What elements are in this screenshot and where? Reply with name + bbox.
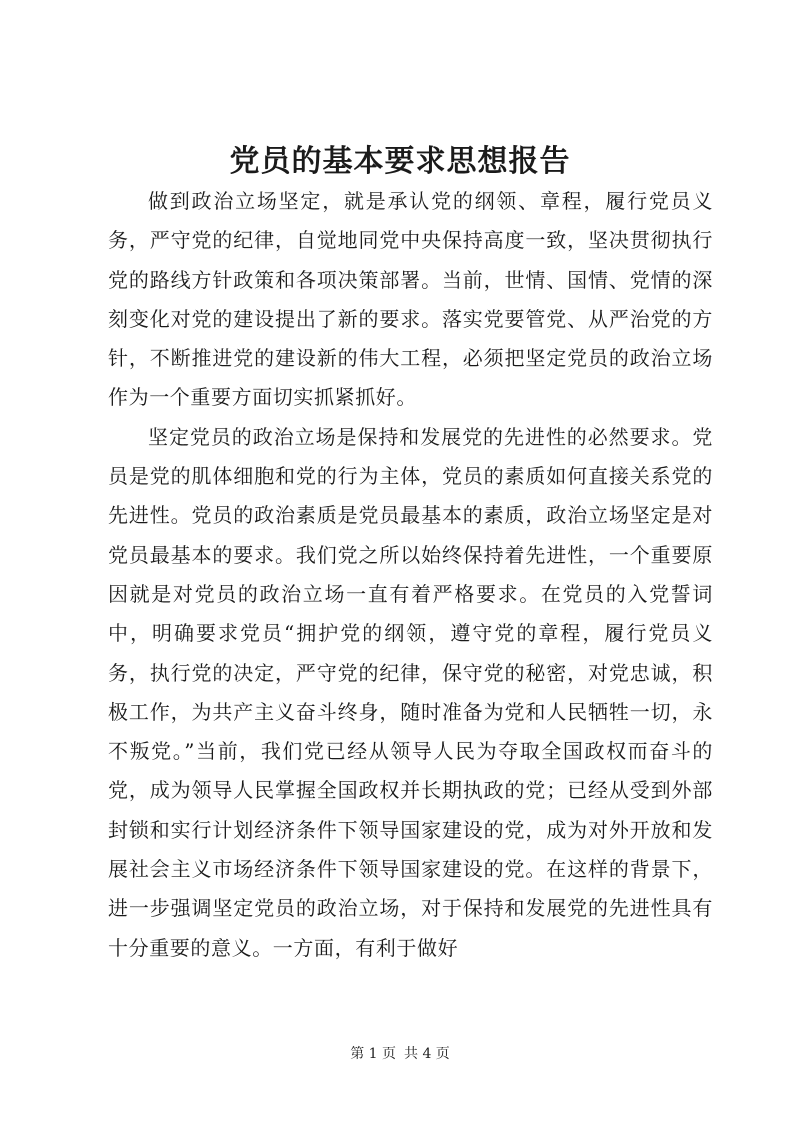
document-body <box>108 182 713 968</box>
page-footer <box>0 1044 800 1064</box>
document-title: 党员的基本要求思想报告 <box>229 144 571 179</box>
page-number: 第 1 页 <box>350 1046 396 1062</box>
page-total: 共 4 页 <box>404 1046 450 1062</box>
body-paragraph-1: 做到政治立场坚定，就是承认党的纲领、章程，履行党员义务，严守党的纪律，自觉地同党中央保持高度一致，坚决贯彻执行党的路线方针政策和各项决策部署。当前，世情、国情、党情的深刻变化对党的建设提出了新的要求。落实党要管党、从严治党的方针，不断推进党的建设新的伟大工程，必须把坚定党员的政治立场作为一个重要方面切实抓紧抓好。 <box>108 189 713 410</box>
body-paragraph-2: 坚定党员的政治立场是保持和发展党的先进性的必然要求。党员是党的肌体细胞和党的行为主体，党员的素质如何直接关系党的先进性。党员的政治素质是党员最基本的素质，政治立场坚定是对党员最基本的要求。我们党之所以始终保持着先进性，一个重要原因就是对党员的政治立场一直有着严格要求。在党员的入党誓词中，明确要求党员“拥护党的纲领，遵守党的章程，履行党员义务，执行党的决定，严守党的纪律，保守党的秘密，对党忠诚，积极工作，为共产主义奋斗终身，随时准备为党和人民牺牲一切，永不叛党。”当前，我们党已经从领导人民为夺取全国政权而奋斗的党，成为领导人民掌握全国政权并长期执政的党；已经从受到外部封锁和实行计划经济条件下领导国家建设的党，成为对外开放和发展社会主义市场经济条件下领导国家建设的党。在这样的背景下，进一步强调坚定党员的政治立场，对于保持和发展党的先进性具有十分重要的意义。一方面，有利于做好 <box>108 424 713 960</box>
